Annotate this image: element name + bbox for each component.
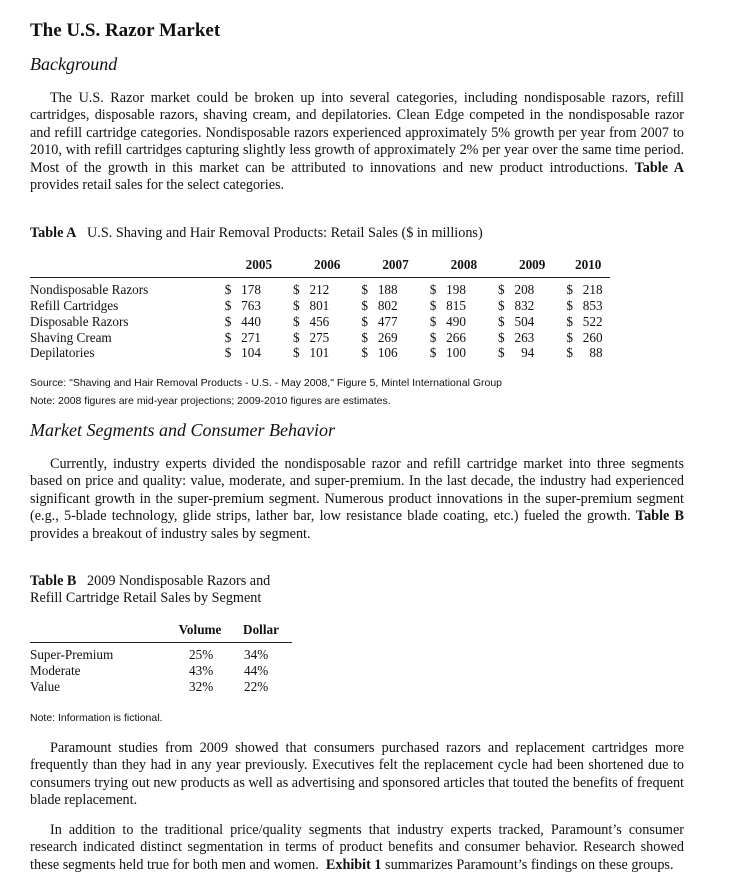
- table-b: [30, 618, 292, 695]
- table-a-value: 100: [446, 345, 466, 361]
- table-row: [30, 345, 610, 361]
- table-b-header-blank: [30, 618, 170, 643]
- currency-symbol: $: [361, 298, 368, 313]
- table-a-reference: Table A: [634, 159, 684, 176]
- document-title: The U.S. Razor Market: [30, 20, 221, 41]
- table-a-spacer: [603, 345, 610, 361]
- table-row: [30, 679, 292, 695]
- table-a-spacer: [329, 314, 361, 330]
- segments-paragraph: [30, 456, 684, 543]
- table-a-spacer: [398, 314, 430, 330]
- currency-symbol: $: [293, 282, 300, 298]
- segments-heading: Market Segments and Consumer Behavior: [30, 420, 335, 440]
- table-a-value: 271: [241, 329, 261, 345]
- table-a-value: 504: [514, 313, 535, 329]
- table-a-year-2008: 2008: [450, 257, 478, 272]
- table-a-spacer: [603, 298, 610, 314]
- currency-symbol: $: [293, 345, 300, 361]
- table-a-spacer: [534, 298, 566, 314]
- table-a-spacer: [466, 278, 498, 298]
- table-a-value: 208: [514, 282, 535, 298]
- table-b-header-volume: Volume: [178, 622, 222, 637]
- table-a-value: 101: [309, 345, 330, 361]
- table-a-value: 763: [241, 298, 261, 313]
- currency-symbol: $: [429, 345, 437, 361]
- currency-symbol: $: [224, 329, 232, 345]
- table-a-spacer: [466, 298, 498, 314]
- closing-text: In addition to the traditional price/quality segments that industry experts tracked, Paramount’s consumer research indicated distinct segmentation in terms of product benefits and consumer behavior. Research showed these segments held true for both men and women.: [30, 822, 684, 873]
- currency-symbol: $: [566, 282, 573, 298]
- table-a-label: Table A: [30, 225, 77, 241]
- table-a-spacer: [534, 330, 566, 346]
- table-a-value: 198: [446, 282, 466, 298]
- table-a-year-2010: 2010: [574, 257, 602, 272]
- currency-symbol: $: [361, 282, 368, 298]
- closing-paragraph-2: [30, 822, 684, 874]
- table-b-note: Note: Information is fictional.: [30, 712, 163, 724]
- table-a-spacer: [398, 330, 430, 346]
- table-b-caption: [30, 573, 270, 608]
- table-a-value: 212: [309, 282, 330, 298]
- table-a-spacer: [261, 298, 293, 314]
- background-text: The U.S. Razor market could be broken up into several categories, including nondisposable razors, refill cartridges, disposable razors, shaving cream, and depilatories. Clean Edge competed in the nondisposable razor and refill cartridge categories. Nondisposable razors experienced approximately 5% growth per year from 2007 to 2010, with refill cartridges capturing slightly less growth of approximately 2% per year over the same time period. Most of the growth in this market can be attributed to innovations and new product introductions.: [30, 90, 684, 176]
- currency-symbol: $: [566, 345, 573, 361]
- table-b-header-row: [30, 618, 292, 643]
- table-row: [30, 330, 610, 346]
- currency-symbol: $: [293, 298, 300, 313]
- table-a-spacer: [398, 278, 430, 298]
- table-a-value: 853: [582, 298, 603, 313]
- table-row: [30, 278, 610, 298]
- table-a-value: 456: [309, 313, 330, 329]
- table-b-volume: 25%: [189, 647, 214, 663]
- table-b-row-label: Value: [30, 678, 61, 694]
- table-a-spacer: [398, 345, 430, 361]
- table-a-row-label: Refill Cartridges: [30, 298, 119, 313]
- table-a-caption: [30, 225, 483, 242]
- table-a-value: 832: [514, 298, 535, 313]
- table-a-row-label: Nondisposable Razors: [30, 282, 149, 298]
- table-a-header-blank: [30, 253, 225, 278]
- currency-symbol: $: [566, 313, 573, 329]
- table-row: [30, 314, 610, 330]
- table-b-title-line1: 2009 Nondisposable Razors and: [87, 573, 271, 589]
- currency-symbol: $: [429, 298, 437, 313]
- currency-symbol: $: [429, 282, 437, 298]
- table-a-spacer: [329, 278, 361, 298]
- currency-symbol: $: [566, 329, 573, 345]
- currency-symbol: $: [566, 298, 573, 313]
- table-a-value: 275: [309, 329, 330, 345]
- table-row: [30, 298, 610, 314]
- table-b-dollar: 44%: [244, 663, 269, 678]
- table-a-spacer: [534, 314, 566, 330]
- table-a-spacer: [466, 345, 498, 361]
- table-a-spacer: [261, 278, 293, 298]
- table-a-row-label: Shaving Cream: [30, 329, 112, 345]
- currency-symbol: $: [498, 329, 505, 345]
- table-b-title-line2: Refill Cartridge Retail Sales by Segment: [30, 590, 262, 607]
- table-a-spacer: [603, 314, 610, 330]
- currency-symbol: $: [224, 313, 232, 329]
- table-a-value: 106: [377, 345, 398, 361]
- background-heading: Background: [30, 54, 118, 74]
- table-a-title: U.S. Shaving and Hair Removal Products: Retail Sales ($ in millions): [87, 225, 483, 241]
- table-a-spacer: [261, 345, 293, 361]
- background-paragraph: [30, 90, 684, 194]
- table-a-value: 802: [377, 298, 398, 313]
- table-a-spacer: [603, 278, 610, 298]
- table-a-value: 104: [241, 345, 261, 361]
- table-a-value: 522: [582, 313, 603, 329]
- table-a-value: 440: [241, 313, 261, 329]
- currency-symbol: $: [429, 329, 437, 345]
- table-a-value: 266: [446, 329, 466, 345]
- table-a-spacer: [329, 298, 361, 314]
- table-b-dollar: 22%: [244, 678, 269, 694]
- table-a-row-label: Disposable Razors: [30, 313, 129, 329]
- currency-symbol: $: [498, 282, 505, 298]
- table-b-volume: 32%: [189, 678, 214, 694]
- table-a-spacer: [329, 345, 361, 361]
- currency-symbol: $: [361, 329, 368, 345]
- currency-symbol: $: [224, 298, 232, 313]
- closing-paragraph-1: Paramount studies from 2009 showed that consumers purchased razors and replacement cartridges more frequently than they had in any year previously. Executives felt the replacement cycle had been shortened due to consumers trying out new products as well as advertising and sponsored articles that touted the benefits of frequent blade replacement.: [30, 740, 684, 809]
- table-a-value: 269: [377, 329, 398, 345]
- table-a-header-row: [30, 253, 610, 278]
- currency-symbol: $: [498, 298, 505, 313]
- table-a-value: 94: [521, 345, 535, 361]
- table-a-value: 218: [582, 282, 603, 298]
- segments-text: Currently, industry experts divided the nondisposable razor and refill cartridge market into three segments based on price and quality: value, moderate, and super-premium. In the last decade, the industry had experienced significant growth in the super-premium segment. Numerous product innovations in the super-premium segment (e.g., 5-blade technology, glide strips, lather bar, low resistance blade coating, etc.) fueled the growth.: [30, 456, 684, 525]
- table-a-value: 263: [514, 329, 535, 345]
- currency-symbol: $: [361, 313, 368, 329]
- table-a: [30, 253, 610, 361]
- closing-text-end: summarizes Paramount’s findings on these groups.: [385, 856, 674, 873]
- table-a-spacer: [329, 330, 361, 346]
- currency-symbol: $: [224, 282, 232, 298]
- table-a-value: 188: [377, 282, 398, 298]
- table-a-year-2006: 2006: [314, 257, 341, 272]
- table-a-value: 490: [446, 313, 466, 329]
- table-a-year-2009: 2009: [518, 257, 546, 272]
- table-b-label: Table B: [30, 573, 77, 589]
- currency-symbol: $: [498, 345, 505, 361]
- table-row: [30, 643, 292, 663]
- table-row: [30, 663, 292, 679]
- table-a-spacer: [261, 314, 293, 330]
- table-a-value: 477: [377, 313, 398, 329]
- table-a-spacer: [398, 298, 430, 314]
- table-b-dollar: 34%: [244, 647, 269, 663]
- table-a-value: 815: [446, 298, 466, 313]
- table-b-row-label: Moderate: [30, 663, 81, 678]
- table-a-spacer: [603, 330, 610, 346]
- table-a-value: 88: [589, 345, 603, 361]
- table-b-volume: 43%: [189, 663, 214, 678]
- background-text-end: provides retail sales for the select categories.: [30, 177, 285, 194]
- currency-symbol: $: [224, 345, 232, 361]
- exhibit-1-reference: Exhibit 1: [325, 856, 382, 873]
- segments-text-end: provides a breakout of industry sales by segment.: [30, 525, 311, 542]
- table-a-spacer: [534, 278, 566, 298]
- table-a-spacer: [534, 345, 566, 361]
- table-b-row-label: Super-Premium: [30, 647, 114, 663]
- table-a-year-2007: 2007: [382, 257, 409, 272]
- table-a-value: 178: [241, 282, 261, 298]
- currency-symbol: $: [429, 313, 437, 329]
- currency-symbol: $: [361, 345, 368, 361]
- table-a-row-label: Depilatories: [30, 345, 95, 361]
- table-a-spacer: [261, 330, 293, 346]
- currency-symbol: $: [293, 313, 300, 329]
- table-b-reference: Table B: [635, 508, 684, 525]
- currency-symbol: $: [498, 313, 505, 329]
- currency-symbol: $: [293, 329, 300, 345]
- table-a-source: Source: "Shaving and Hair Removal Products - U.S. - May 2008," Figure 5, Mintel International Group: [30, 377, 503, 389]
- table-a-note: Note: 2008 figures are mid-year projections; 2009-2010 figures are estimates.: [30, 395, 391, 407]
- table-a-spacer: [466, 314, 498, 330]
- table-a-spacer: [466, 330, 498, 346]
- table-a-year-2005: 2005: [245, 257, 273, 272]
- table-a-value: 260: [582, 329, 603, 345]
- table-b-header-dollar: Dollar: [243, 622, 279, 637]
- table-a-value: 801: [309, 298, 330, 313]
